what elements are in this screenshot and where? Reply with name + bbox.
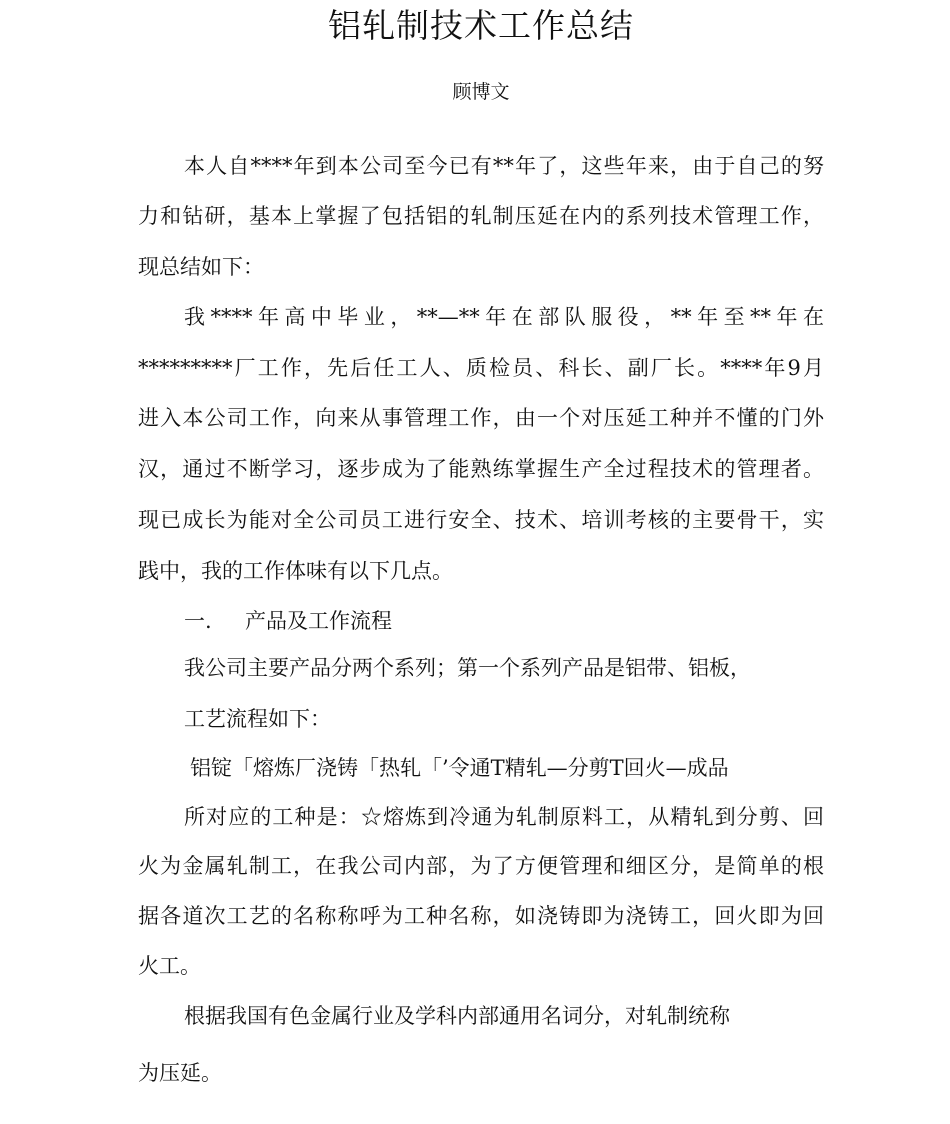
paragraph-line: 现已成长为能对全公司员工进行安全、技术、培训考核的主要骨干，实	[138, 508, 824, 532]
process-flow-line: 铝锭「熔炼厂浇铸「热轧「’令通T精轧—分剪T回火—成品	[190, 756, 729, 780]
paragraph-line: 我****年高中毕业，**—**年在部队服役，**年至**年在	[184, 305, 824, 329]
document-title: 铝轧制技术工作总结	[328, 6, 634, 45]
paragraph-line: 为压延。	[138, 1061, 222, 1085]
paragraph-line: 力和钻研，基本上掌握了包括铝的轧制压延在内的系列技术管理工作，	[138, 204, 824, 228]
paragraph-line: 据各道次工艺的名称称呼为工种名称，如浇铸即为浇铸工，回火即为回	[138, 904, 824, 928]
section-heading: 一. 产品及工作流程	[184, 609, 393, 633]
paragraph-line: 汉，通过不断学习，逐步成为了能熟练掌握生产全过程技术的管理者。	[138, 457, 824, 481]
paragraph-line: 本人自****年到本公司至今已有**年了，这些年来，由于自己的努	[184, 154, 824, 178]
paragraph-line: 火工。	[138, 954, 201, 978]
paragraph-line: 根据我国有色金属行业及学科内部通用名词分，对轧制统称	[184, 1004, 730, 1028]
paragraph-line: 现总结如下：	[138, 255, 264, 279]
paragraph-line: 火为金属轧制工，在我公司内部，为了方便管理和细区分，是简单的根	[138, 854, 824, 878]
paragraph-line: 进入本公司工作，向来从事管理工作，由一个对压延工种并不懂的门外	[138, 406, 824, 430]
paragraph-line: 工艺流程如下：	[184, 707, 331, 731]
paragraph-line: 践中，我的工作体味有以下几点。	[138, 559, 453, 583]
author-name: 顾博文	[452, 81, 510, 103]
paragraph-line: 所对应的工种是：☆熔炼到冷通为轧制原料工，从精轧到分剪、回	[184, 805, 824, 829]
paragraph-line: *********厂工作，先后任工人、质检员、科长、副厂长。****年9月	[138, 356, 824, 380]
paragraph-line: 我公司主要产品分两个系列；第一个系列产品是铝带、铝板，	[184, 656, 751, 680]
